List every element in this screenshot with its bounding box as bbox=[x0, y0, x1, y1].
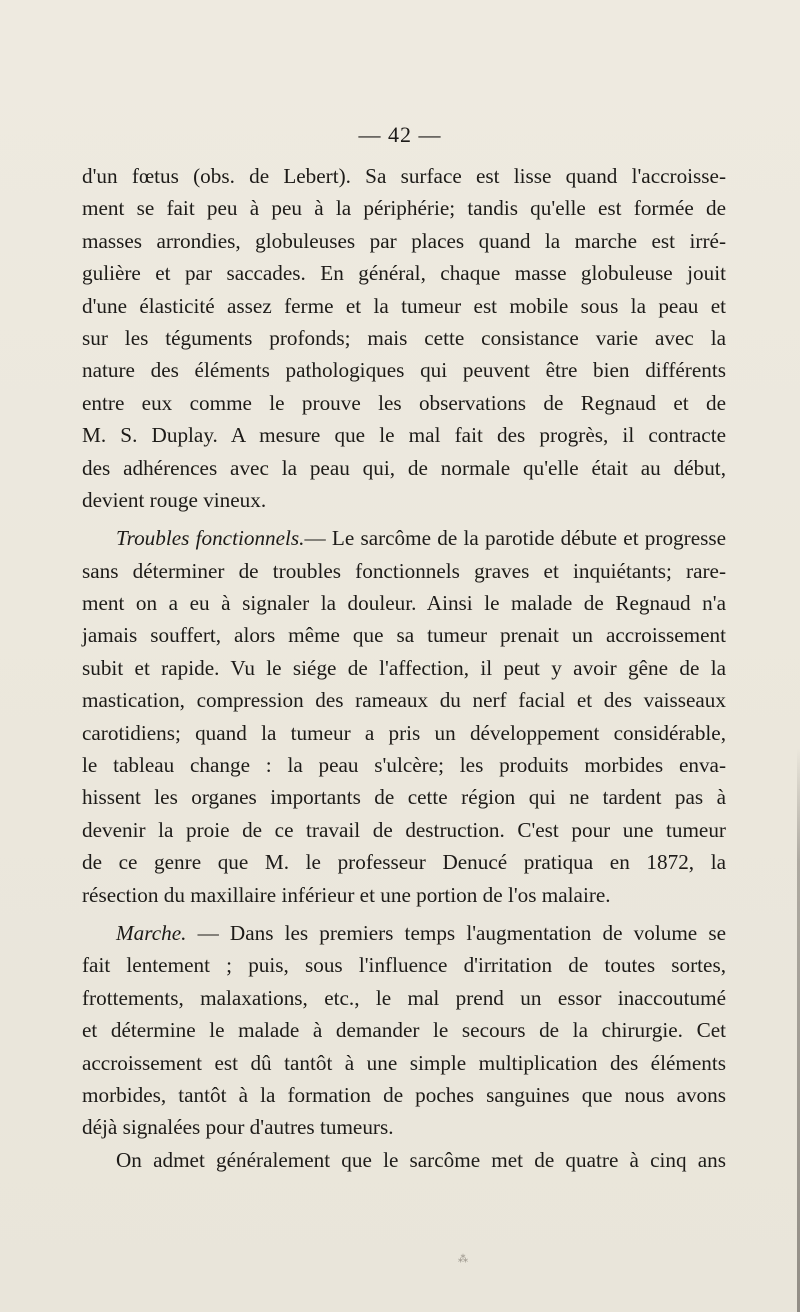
section-lead: Troubles fonctionnels. bbox=[116, 526, 305, 551]
paragraph-description bbox=[82, 160, 726, 516]
text-line: entre eux comme le prouve les observations de Regnaud et de bbox=[82, 390, 726, 415]
text-line: accroissement est dû tantôt à une simple multiplication des éléments bbox=[82, 1050, 726, 1075]
text-line: ment se fait peu à peu à la périphérie; tandis qu'elle est formée de bbox=[82, 196, 726, 221]
text-line: ment on a eu à signaler la douleur. Ainsi le malade de Regnaud n'a bbox=[82, 591, 726, 616]
text-line: mastication, compression des rameaux du nerf facial et des vaisseaux bbox=[82, 688, 726, 713]
text-line: morbides, tantôt à la formation de poches sanguines que nous avons bbox=[82, 1082, 726, 1107]
text-line: jamais souffert, alors même que sa tumeur prenait un accroissement bbox=[82, 623, 726, 648]
text-line: d'un fœtus (obs. de Lebert). Sa surface est lisse quand l'accroisse- bbox=[82, 164, 726, 188]
text-line: résection du maxillaire inférieur et une portion de l'os malaire. bbox=[82, 882, 611, 907]
text-line: devient rouge vineux. bbox=[82, 487, 267, 512]
text-line: gulière et par saccades. En général, chaque masse globuleuse jouit bbox=[82, 261, 726, 286]
page-number: — 42 — bbox=[358, 122, 442, 147]
text-line: sans déterminer de troubles fonctionnels graves et inquiétants; rare- bbox=[82, 558, 726, 583]
body-text bbox=[82, 160, 726, 1176]
section-lead: Marche. bbox=[116, 920, 187, 945]
text-line: déjà signalées pour d'autres tumeurs. bbox=[82, 1115, 394, 1140]
paragraph-troubles-fonctionnels bbox=[82, 522, 726, 911]
paragraph-marche bbox=[82, 917, 726, 1144]
text-line: sur les téguments profonds; mais cette consistance varie avec la bbox=[82, 325, 726, 350]
text-line: nature des éléments pathologiques qui peuvent être bien différents bbox=[82, 358, 726, 383]
text-line: d'une élasticité assez ferme et la tumeur est mobile sous la peau et bbox=[82, 293, 726, 318]
text-line bbox=[82, 917, 726, 949]
paper-speck: ⁂ bbox=[458, 1254, 468, 1265]
text-line: des adhérences avec la peau qui, de normale qu'elle était au début, bbox=[82, 455, 726, 480]
text-line: et détermine le malade à demander le secours de la chirurgie. Cet bbox=[82, 1018, 726, 1043]
text-line: devenir la proie de ce travail de destruction. C'est pour une tumeur bbox=[82, 817, 726, 842]
text-line: le tableau change : la peau s'ulcère; les produits morbides enva- bbox=[82, 753, 726, 778]
text-line: M. S. Duplay. A mesure que le mal fait des progrès, il contracte bbox=[82, 423, 726, 448]
text-line bbox=[82, 522, 726, 554]
text-line: subit et rapide. Vu le siége de l'affection, il peut y avoir gêne de la bbox=[82, 655, 726, 680]
text-line: fait lentement ; puis, sous l'influence d'irritation de toutes sortes, bbox=[82, 953, 726, 978]
paragraph-duree bbox=[82, 1144, 726, 1176]
text-line: On admet généralement que le sarcôme met de quatre à cinq ans bbox=[116, 1147, 726, 1172]
text-line: de ce genre que M. le professeur Denucé pratiqua en 1872, la bbox=[82, 850, 726, 875]
text-line: frottements, malaxations, etc., le mal prend un essor inaccoutumé bbox=[82, 985, 726, 1010]
text-line: carotidiens; quand la tumeur a pris un développement considérable, bbox=[82, 720, 726, 745]
text-line: masses arrondies, globuleuses par places quand la marche est irré- bbox=[82, 228, 726, 253]
lead-continuation: — Dans les premiers temps l'augmentation de volume se bbox=[197, 920, 726, 945]
text-line: hissent les organes importants de cette région qui ne tardent pas à bbox=[82, 785, 726, 810]
lead-continuation: — Le sarcôme de la parotide débute et progresse bbox=[304, 526, 726, 551]
